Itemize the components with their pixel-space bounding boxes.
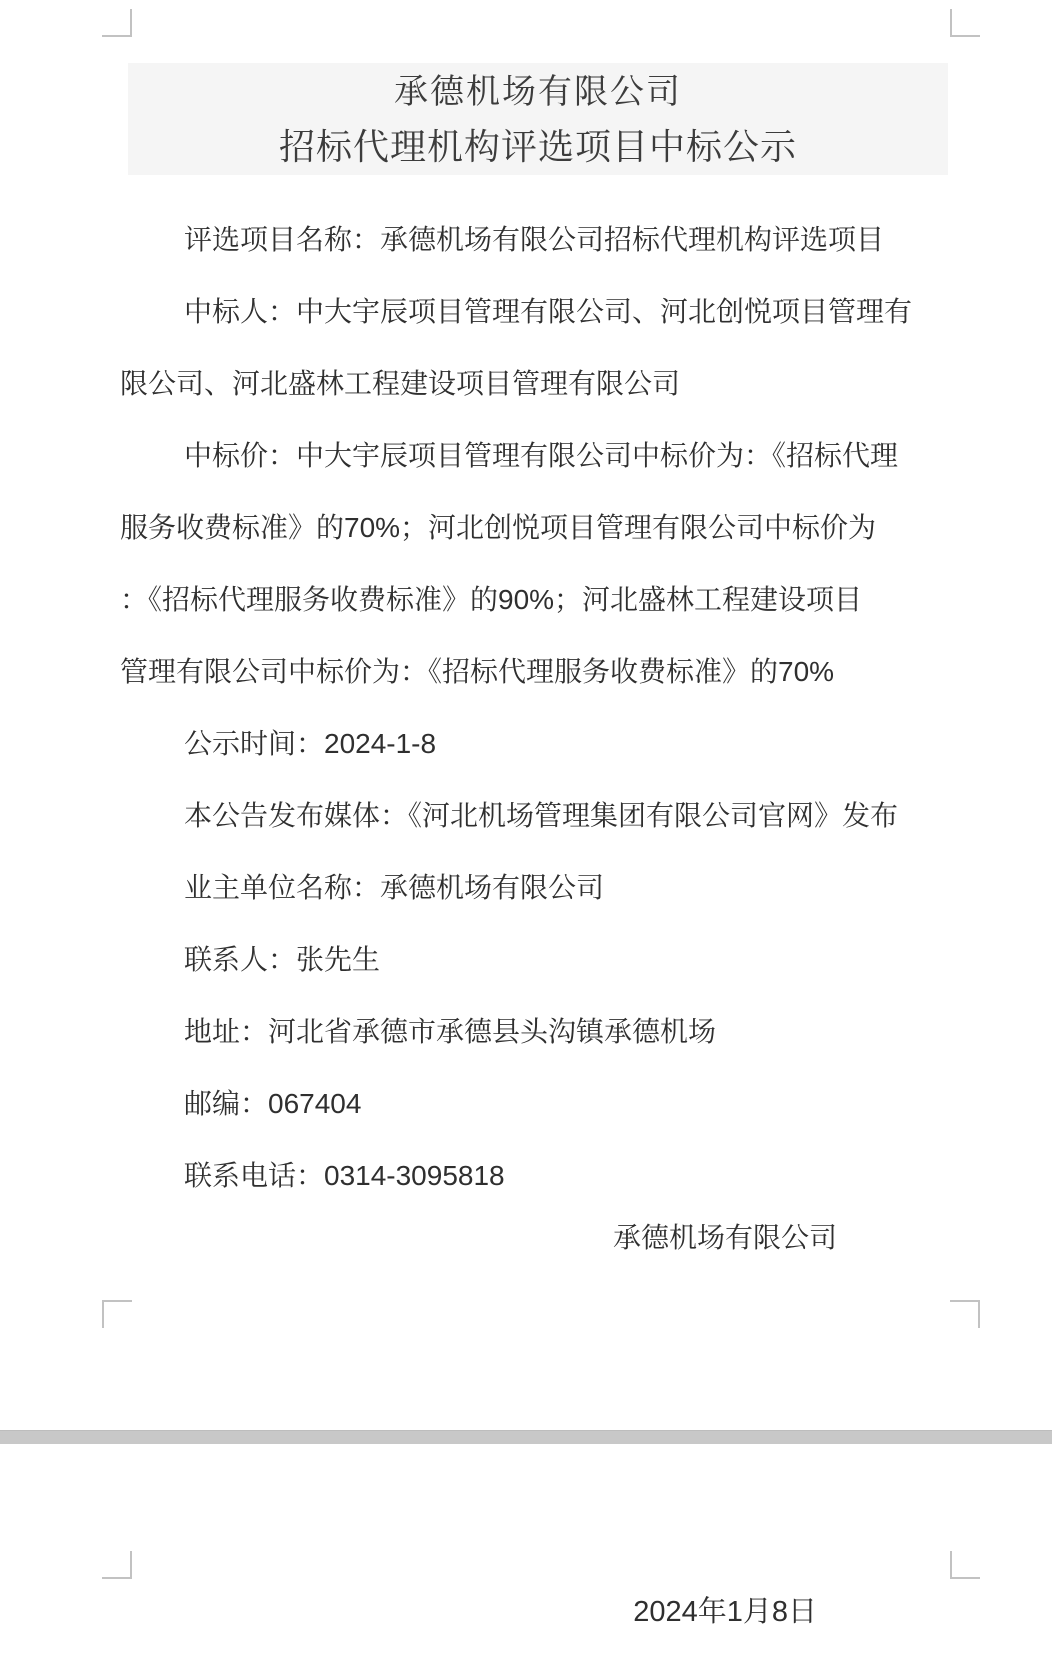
- body-line: 限公司、河北盛林工程建设项目管理有限公司: [120, 368, 681, 399]
- crop-mark-bottom-right-icon: [950, 1300, 980, 1328]
- body-line: 联系电话：0314-3095818: [184, 1160, 505, 1191]
- body-line: 服务收费标准》的70%；河北创悦项目管理有限公司中标价为: [120, 512, 877, 543]
- body-line: 中标价：中大宇辰项目管理有限公司中标价为：《招标代理: [184, 440, 899, 471]
- body-line: 邮编：067404: [184, 1088, 362, 1119]
- body-line: ：《招标代理服务收费标准》的90%；河北盛林工程建设项目: [120, 584, 863, 615]
- body-line: 联系人：张先生: [184, 944, 381, 975]
- body-line: 业主单位名称：承德机场有限公司: [184, 872, 605, 903]
- crop-mark-top-left-icon: [102, 9, 132, 37]
- crop-mark-page2-top-right-icon: [950, 1551, 980, 1579]
- body-line: 管理有限公司中标价为：《招标代理服务收费标准》的70%: [120, 656, 835, 687]
- body-line: 中标人：中大宇辰项目管理有限公司、河北创悦项目管理有: [184, 296, 913, 327]
- crop-mark-bottom-left-icon: [102, 1300, 132, 1328]
- body-line: 评选项目名称：承德机场有限公司招标代理机构评选项目: [184, 224, 885, 255]
- page-separator: [0, 1430, 1052, 1444]
- title-line-2: 招标代理机构评选项目中标公示: [278, 126, 797, 167]
- announcement-title: [128, 63, 948, 175]
- crop-mark-top-right-icon: [950, 9, 980, 37]
- title-line-1: 承德机场有限公司: [394, 73, 682, 111]
- body-line: 本公告发布媒体：《河北机场管理集团有限公司官网》发布: [184, 800, 899, 831]
- body-line: 地址：河北省承德市承德县头沟镇承德机场: [184, 1016, 717, 1047]
- signature: 承德机场有限公司: [612, 1222, 837, 1253]
- body-line: 公示时间：2024-1-8: [184, 728, 437, 759]
- announcement-date: 2024年1月8日: [633, 1596, 817, 1628]
- announcement-body: [120, 204, 920, 1212]
- crop-mark-page2-top-left-icon: [102, 1551, 132, 1579]
